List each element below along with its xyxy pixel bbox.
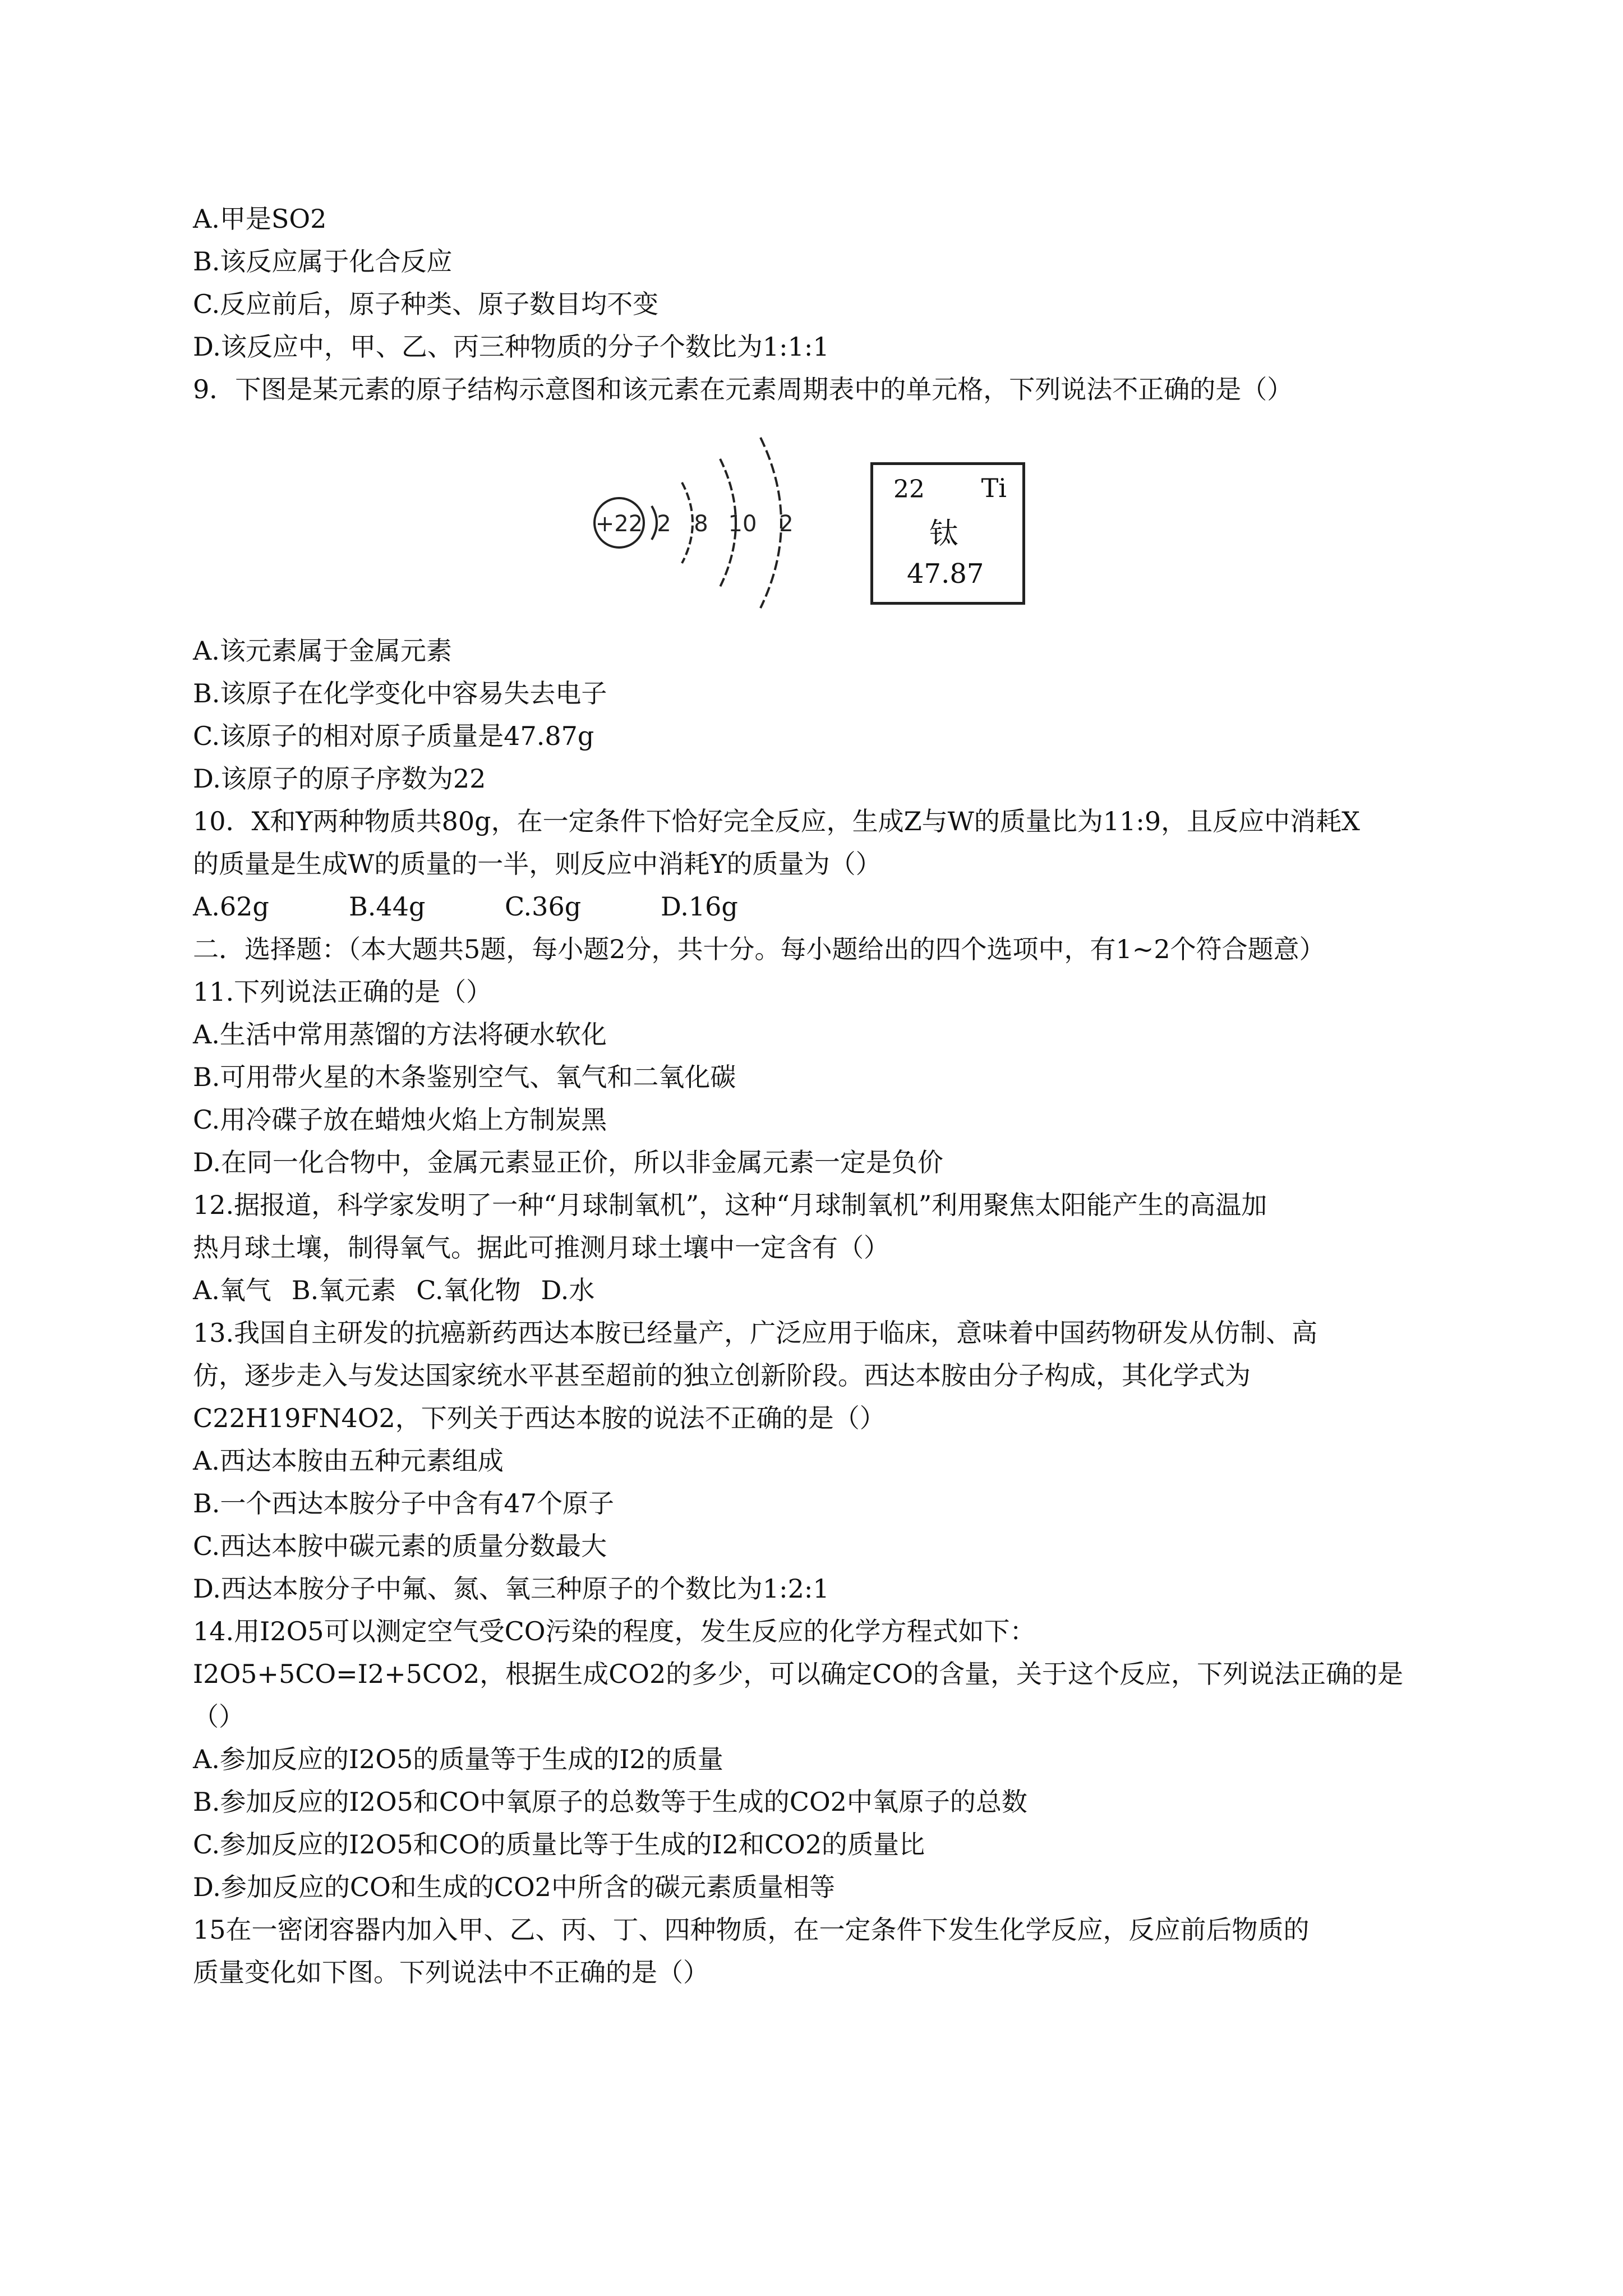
q10-stem-line-1: 10．X和Y两种物质共80g，在一定条件下恰好完全反应，生成Z与W的质量比为11:9，且反应中消耗X [193,806,1360,836]
element-symbol: Ti [981,473,1007,503]
atomic-mass: 47.87 [907,558,984,590]
q9-stem: 9．下图是某元素的原子结构示意图和该元素在元素周期表中的单元格，下列说法不正确的是（） [193,374,1293,404]
q13-option-b: B.一个西达本胺分子中含有47个原子 [193,1488,614,1519]
q11-option-b: B.可用带火星的木条鉴别空气、氧气和二氧化碳 [193,1062,736,1092]
q14-option-a: A.参加反应的I2O5的质量等于生成的I2的质量 [193,1744,723,1774]
shell-3-count: 10 [728,511,757,537]
q10-option-d: D.16g [661,891,738,922]
q12-option-a: A.氧气 [193,1275,271,1305]
q13-stem-line-3: C22H19FN4O2，下列关于西达本胺的说法不正确的是（） [193,1403,886,1433]
q12-options [193,1269,1455,1312]
q10-option-b: B.44g [349,891,426,922]
q10-stem-line-2: 的质量是生成W的质量的一半，则反应中消耗Y的质量为（） [193,849,882,879]
q14-option-c: C.参加反应的I2O5和CO的质量比等于生成的I2和CO2的质量比 [193,1829,925,1860]
q8-option-b: B.该反应属于化合反应 [193,246,453,277]
q8-option-d: D.该反应中，甲、乙、丙三种物质的分子个数比为1:1:1 [193,332,829,362]
q12-stem-line-2: 热月球土壤，制得氧气。据此可推测月球土壤中一定含有（） [193,1232,889,1263]
section-2-heading: 二．选择题：（本大题共5题，每小题2分，共十分。每小题给出的四个选项中，有1~2个符合题意） [193,934,1325,964]
q14-stem-line-1: 14.用I2O5可以测定空气受CO污染的程度，发生反应的化学方程式如下： [193,1616,1036,1646]
q12-option-d: D.水 [541,1275,595,1305]
atomic-number: 22 [893,475,925,504]
q13-stem-line-1: 13.我国自主研发的抗癌新药西达本胺已经量产，广泛应用于临床，意味着中国药物研发从仿制、高 [193,1318,1318,1348]
q9-option-b: B.该原子在化学变化中容易失去电子 [193,678,607,708]
q14-option-b: B.参加反应的I2O5和CO中氧原子的总数等于生成的CO2中氧原子的总数 [193,1787,1027,1817]
q14-stem-line-3: （） [193,1701,245,1732]
q12-option-b: B.氧元素 [291,1275,396,1305]
q9-figures [193,422,1455,626]
q9-option-d: D.该原子的原子序数为22 [193,763,486,794]
q12-stem-line-1: 12.据报道，科学家发明了一种“月球制氧机”，这种“月球制氧机”利用聚焦太阳能产生的高温加 [193,1190,1267,1220]
q11-stem: 11.下列说法正确的是（） [193,977,492,1007]
q11-option-a: A.生活中常用蒸馏的方法将硬水软化 [193,1019,607,1050]
shell-2-count: 8 [694,511,708,537]
nucleus-charge: +22 [595,511,643,537]
q10-options [193,885,1455,928]
q11-option-d: D.在同一化合物中，金属元素显正价，所以非金属元素一定是负价 [193,1147,943,1177]
q13-stem-line-2: 仿，逐步走入与发达国家统水平甚至超前的独立创新阶段。西达本胺由分子构成，其化学式为 [193,1360,1251,1391]
q14-option-d: D.参加反应的CO和生成的CO2中所含的碳元素质量相等 [193,1872,835,1902]
q13-option-a: A.西达本胺由五种元素组成 [193,1446,504,1476]
element-name: 钛 [929,517,959,551]
q10-option-a: A.62g [193,891,269,922]
q11-option-c: C.用冷碟子放在蜡烛火焰上方制炭黑 [193,1105,607,1135]
q10-option-c: C.36g [505,891,582,922]
q12-option-c: C.氧化物 [416,1275,521,1305]
question-column [193,197,1455,1994]
q15-stem-line-1: 15在一密闭容器内加入甲、乙、丙、丁、四种物质，在一定条件下发生化学反应，反应前后物质的 [193,1915,1310,1945]
q8-option-c: C.反应前后，原子种类、原子数目均不变 [193,289,659,319]
q8-option-a: A.甲是SO2 [193,204,327,234]
q9-option-c: C.该原子的相对原子质量是47.87g [193,721,594,751]
q13-option-d: D.西达本胺分子中氟、氮、氧三种原子的个数比为1:2:1 [193,1573,829,1604]
q15-stem-line-2: 质量变化如下图。下列说法中不正确的是（） [193,1957,709,1987]
q14-stem-line-2: I2O5+5CO=I2+5CO2，根据生成CO2的多少，可以确定CO的含量，关于这个反应，下列说法正确的是 [193,1659,1404,1689]
shell-1-count: 2 [657,511,671,537]
q9-option-a: A.该元素属于金属元素 [193,636,452,666]
shell-4-count: 2 [779,511,794,537]
periodic-table-cell [870,462,1025,605]
q13-option-c: C.西达本胺中碳元素的质量分数最大 [193,1531,607,1561]
